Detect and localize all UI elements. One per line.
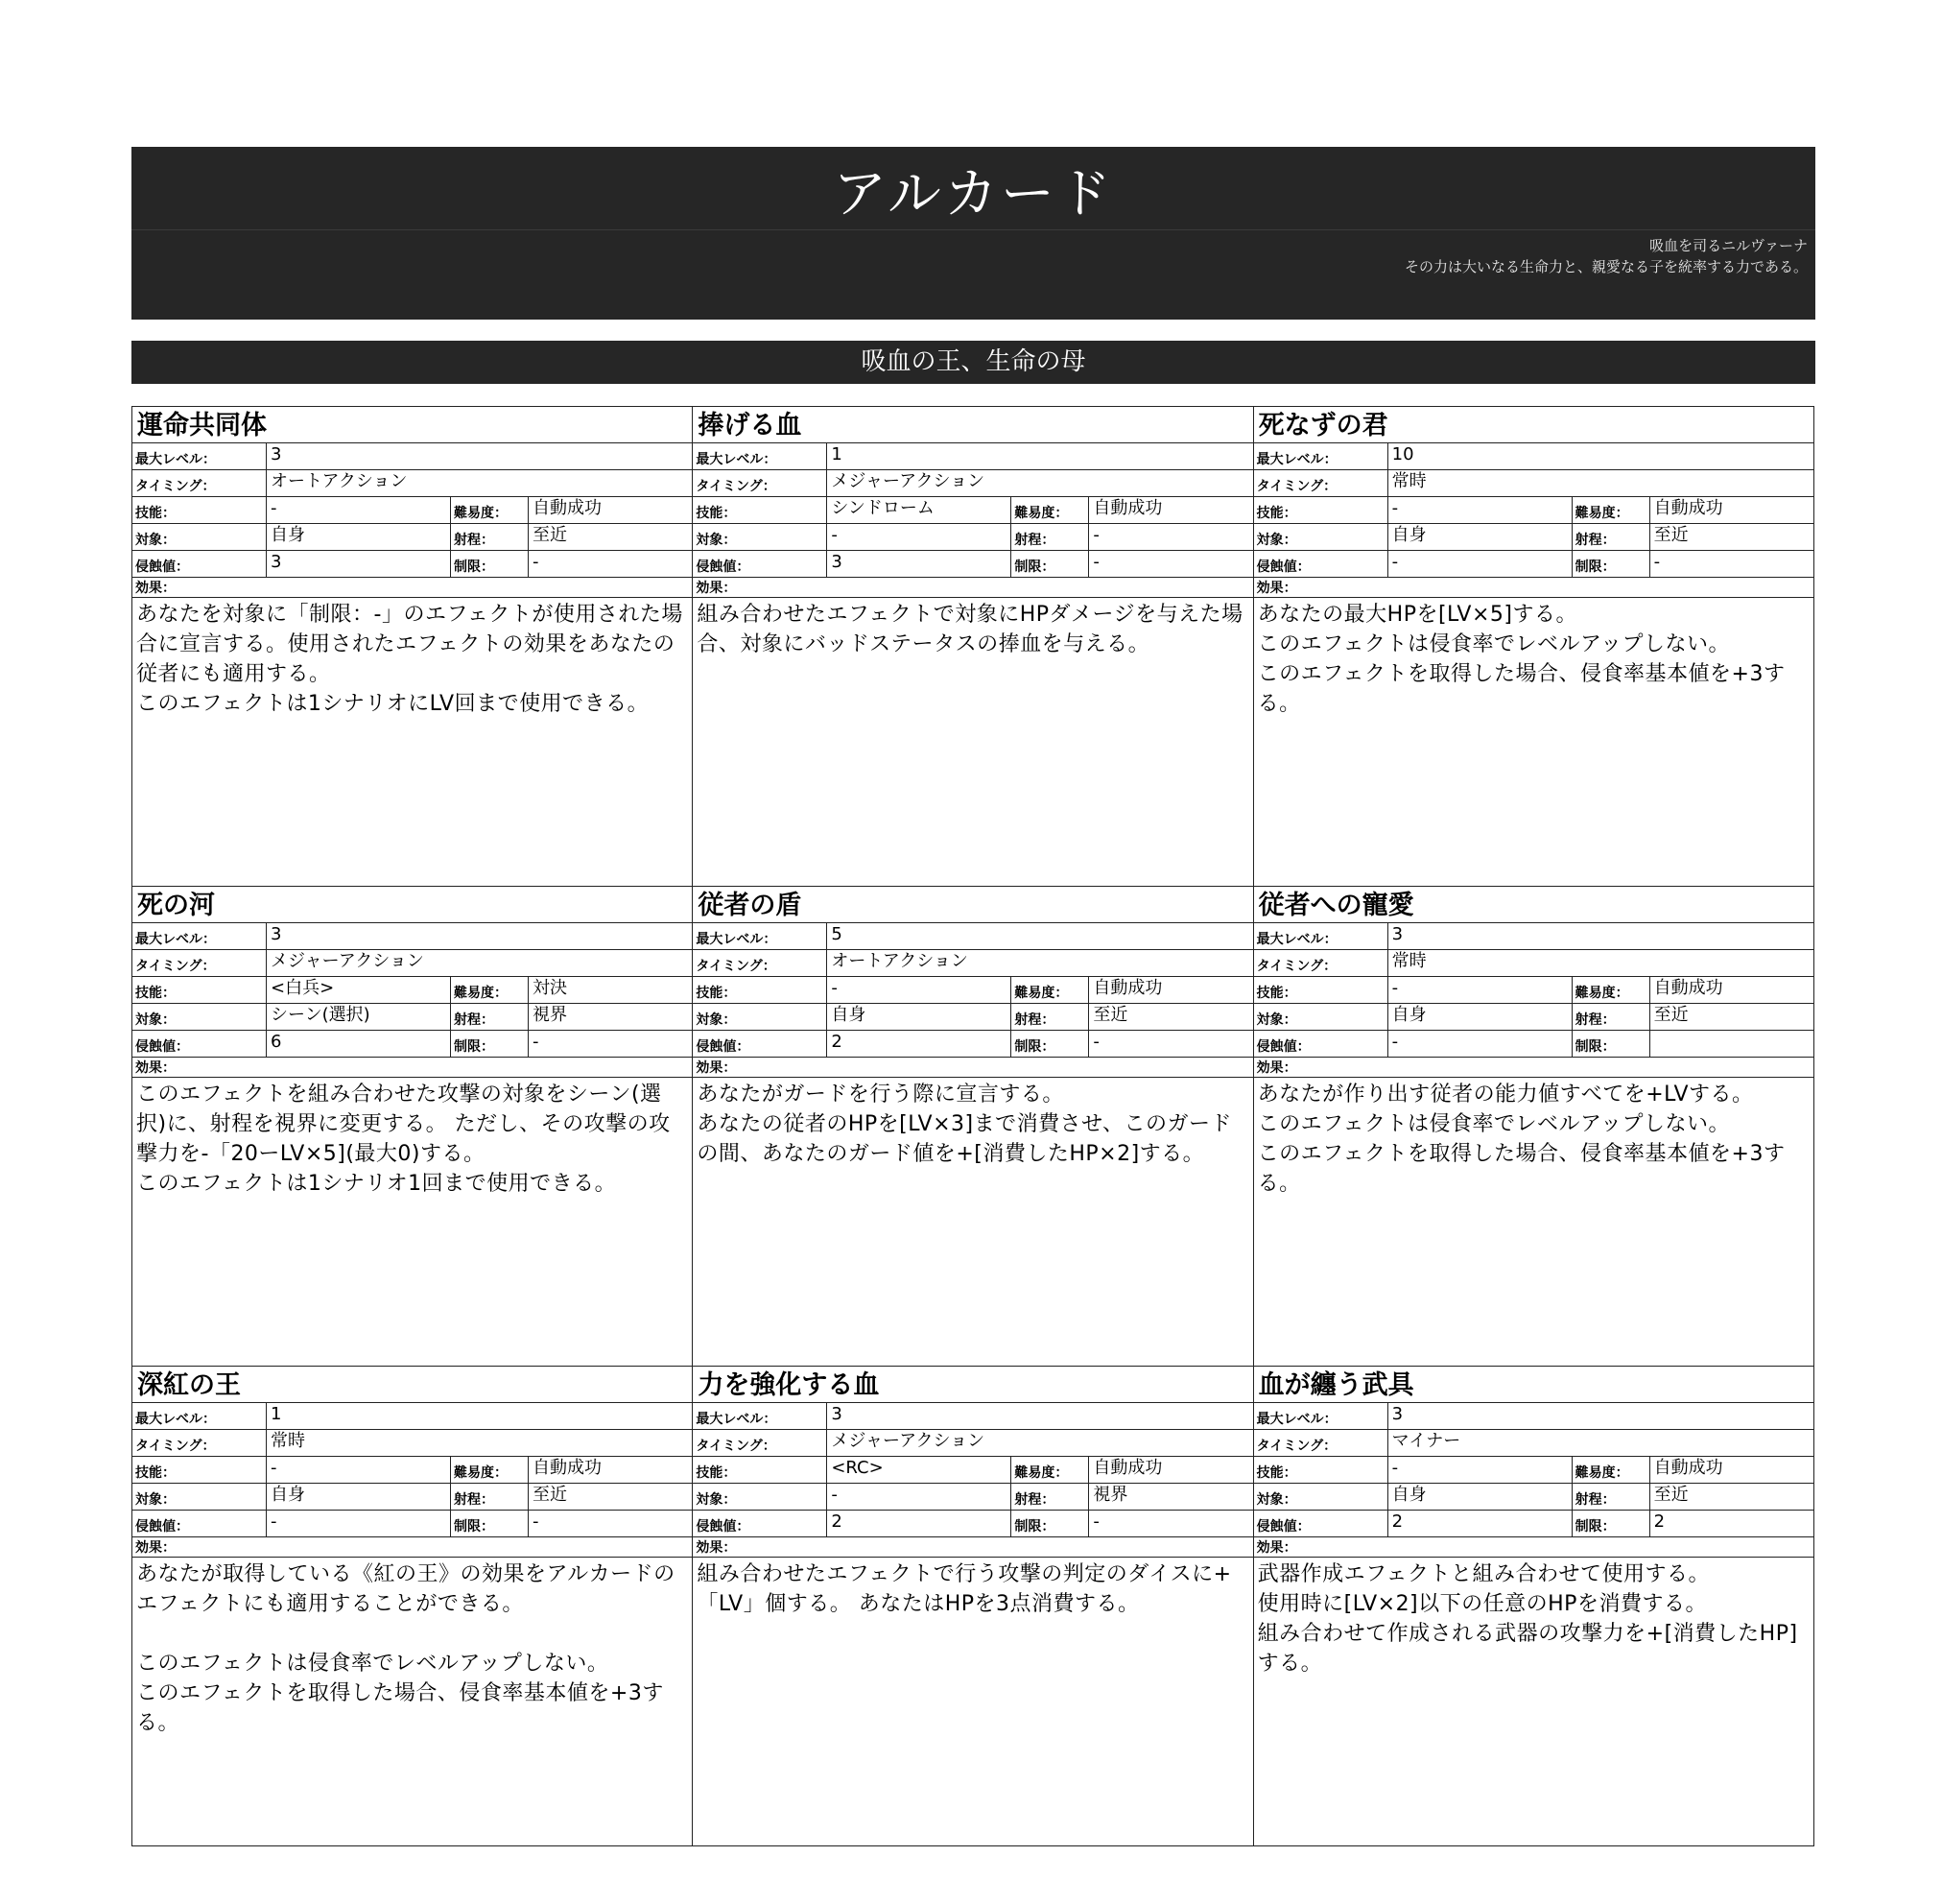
max-level-value: 3 [271, 444, 282, 464]
range-value: 至近 [533, 525, 567, 545]
effect-label: 効果： [693, 1058, 1252, 1078]
difficulty-label: 難易度： [1011, 497, 1089, 523]
max-level-row [1254, 1403, 1813, 1430]
effect-label: 効果： [1254, 1537, 1813, 1558]
limit-label: 制限： [1573, 551, 1650, 577]
max-level-value: 5 [831, 924, 842, 944]
max-level-label: 最大レベル： [132, 923, 267, 949]
range-value: 至近 [533, 1485, 567, 1505]
timing-label: タイミング： [132, 950, 267, 976]
limit-label: 制限： [451, 1511, 529, 1536]
skill-value: シンドローム [827, 497, 1011, 523]
effect-grid [131, 406, 1814, 1846]
effect-name: 死の河 [132, 887, 692, 923]
character-title: アルカード [833, 163, 1114, 226]
skill-row [1254, 1457, 1813, 1484]
effect-label: 効果： [132, 1537, 692, 1558]
effect-label: 効果： [693, 578, 1252, 598]
skill-row [132, 977, 692, 1004]
erosion-label: 侵蝕値： [132, 1031, 267, 1057]
difficulty-value: 自動成功 [1093, 1458, 1163, 1478]
erosion-label: 侵蝕値： [132, 551, 267, 577]
limit-label: 制限： [1011, 1511, 1089, 1536]
timing-label: タイミング： [132, 470, 267, 496]
limit-label: 制限： [1573, 1511, 1650, 1536]
difficulty-value: 対決 [533, 978, 567, 998]
difficulty-label: 難易度： [1573, 497, 1650, 523]
max-level-row [693, 923, 1252, 950]
timing-value: 常時 [271, 1431, 305, 1451]
skill-value: <白兵> [267, 977, 451, 1003]
effect-card [132, 1367, 693, 1846]
limit-value: - [1653, 552, 1661, 572]
target-row [693, 1484, 1252, 1511]
erosion-value: 6 [267, 1031, 451, 1057]
skill-row [693, 977, 1252, 1004]
effect-label: 効果： [1254, 578, 1813, 598]
difficulty-value: 自動成功 [1653, 978, 1723, 998]
skill-label: 技能： [1254, 1457, 1388, 1483]
range-label: 射程： [1011, 1004, 1089, 1030]
max-level-row [1254, 443, 1813, 470]
target-label: 対象： [1254, 1484, 1388, 1510]
difficulty-label: 難易度： [451, 977, 529, 1003]
effect-name: 力を強化する血 [693, 1367, 1252, 1403]
difficulty-value: 自動成功 [1093, 978, 1163, 998]
max-level-label: 最大レベル： [693, 923, 827, 949]
effect-text: あなたが作り出す従者の能力値すべてを+LVする。 このエフェクトは侵食率でレベルアップしない。 このエフェクトを取得した場合、侵食率基本値を+3する。 [1257, 1083, 1786, 1196]
erosion-label: 侵蝕値： [693, 551, 827, 577]
max-level-label: 最大レベル： [1254, 443, 1388, 469]
target-value: 自身 [267, 1484, 451, 1510]
erosion-value: 2 [827, 1031, 1011, 1057]
timing-row [693, 470, 1252, 497]
range-value: 視界 [533, 1005, 567, 1025]
skill-value: - [1388, 497, 1573, 523]
effect-name: 運命共同体 [132, 407, 692, 443]
max-level-label: 最大レベル： [132, 1403, 267, 1429]
timing-row [132, 470, 692, 497]
target-value: 自身 [1388, 1004, 1573, 1030]
erosion-label: 侵蝕値： [1254, 1031, 1388, 1057]
effect-text: 組み合わせたエフェクトで行う攻撃の判定のダイスに+「LV」個する。 あなたはHPを3点消費する。 [697, 1562, 1232, 1616]
max-level-label: 最大レベル： [693, 443, 827, 469]
erosion-label: 侵蝕値： [1254, 1511, 1388, 1536]
target-label: 対象： [693, 1004, 827, 1030]
max-level-label: 最大レベル： [1254, 923, 1388, 949]
target-label: 対象： [132, 1484, 267, 1510]
range-value: 至近 [1093, 1005, 1128, 1025]
max-level-row [132, 443, 692, 470]
effect-card [693, 1367, 1253, 1846]
character-description [1405, 235, 1808, 277]
limit-value: - [1093, 1511, 1100, 1532]
range-value: 至近 [1653, 525, 1689, 545]
timing-value: メジャーアクション [831, 1431, 985, 1451]
skill-row [132, 1457, 692, 1484]
erosion-label: 侵蝕値： [693, 1511, 827, 1536]
timing-value: メジャーアクション [831, 471, 985, 491]
difficulty-label: 難易度： [451, 497, 529, 523]
target-value: - [827, 1484, 1011, 1510]
timing-value: マイナー [1391, 1431, 1461, 1451]
target-row [693, 1004, 1252, 1031]
range-label: 射程： [1011, 1484, 1089, 1510]
effect-text: 武器作成エフェクトと組み合わせて使用する。 使用時に[LV×2]以下の任意のHPを消費する。 組み合わせて作成される武器の攻撃力を+[消費したHP]する。 [1257, 1562, 1798, 1676]
timing-label: タイミング： [132, 1430, 267, 1456]
timing-row [132, 1430, 692, 1457]
effect-text: あなたが取得している《紅の王》の効果をアルカードのエフェクトにも適用することができる。 このエフェクトは侵食率でレベルアップしない。 このエフェクトを取得した場合、侵食率基本値を+3する。 [136, 1562, 675, 1735]
erosion-row [132, 1511, 692, 1537]
effect-text: あなたを対象に「制限：-」のエフェクトが使用された場合に宣言する。使用されたエフェクトの効果をあなたの従者にも適用する。 このエフェクトは1シナリオにLV回まで使用できる。 [136, 603, 683, 716]
skill-value: - [827, 977, 1011, 1003]
erosion-row [693, 551, 1252, 578]
max-level-value: 1 [831, 444, 842, 464]
target-value: シーン(選択) [267, 1004, 451, 1030]
range-label: 射程： [1573, 524, 1650, 550]
skill-label: 技能： [1254, 977, 1388, 1003]
range-label: 射程： [451, 1004, 529, 1030]
max-level-value: 3 [831, 1404, 842, 1424]
max-level-value: 3 [1391, 1404, 1404, 1424]
effect-row [132, 407, 1814, 887]
limit-label: 制限： [451, 1031, 529, 1057]
skill-value: <RC> [827, 1457, 1011, 1483]
timing-value: 常時 [1391, 471, 1427, 491]
max-level-value: 1 [271, 1404, 282, 1424]
effect-card [132, 887, 693, 1367]
effect-name: 従者への寵愛 [1254, 887, 1813, 923]
erosion-row [693, 1511, 1252, 1537]
erosion-value: - [1388, 551, 1573, 577]
skill-value: - [267, 1457, 451, 1483]
range-label: 射程： [1573, 1004, 1650, 1030]
difficulty-value: 自動成功 [1653, 1458, 1723, 1478]
erosion-value: 3 [267, 551, 451, 577]
effect-text: あなたがガードを行う際に宣言する。 あなたの従者のHPを[LV×3]まで消費させ、このガードの間、あなたのガード値を+[消費したHP×2]する。 [697, 1083, 1232, 1166]
target-value: 自身 [1388, 1484, 1573, 1510]
target-value: - [827, 524, 1011, 550]
max-level-label: 最大レベル： [132, 443, 267, 469]
max-level-row [693, 1403, 1252, 1430]
erosion-label: 侵蝕値： [1254, 551, 1388, 577]
difficulty-label: 難易度： [1011, 1457, 1089, 1483]
header-divider [131, 229, 1815, 230]
timing-label: タイミング： [693, 470, 827, 496]
erosion-row [1254, 551, 1813, 578]
skill-row [1254, 977, 1813, 1004]
limit-label: 制限： [1011, 551, 1089, 577]
skill-label: 技能： [693, 497, 827, 523]
skill-row [693, 1457, 1252, 1484]
target-row [132, 1004, 692, 1031]
range-value: - [1093, 525, 1100, 545]
target-row [132, 524, 692, 551]
max-level-value: 3 [1391, 924, 1404, 944]
difficulty-value: 自動成功 [1653, 498, 1723, 518]
erosion-value: 2 [1388, 1511, 1573, 1536]
erosion-row [132, 551, 692, 578]
timing-row [1254, 470, 1813, 497]
range-label: 射程： [1011, 524, 1089, 550]
effect-card [1254, 407, 1814, 887]
erosion-value: 2 [827, 1511, 1011, 1536]
max-level-row [1254, 923, 1813, 950]
target-label: 対象： [132, 1004, 267, 1030]
max-level-value: 3 [271, 924, 282, 944]
limit-value: 2 [1653, 1511, 1666, 1532]
target-row [1254, 1004, 1813, 1031]
section-title: 吸血の王、生命の母 [131, 341, 1815, 384]
max-level-label: 最大レベル： [693, 1403, 827, 1429]
target-label: 対象： [693, 524, 827, 550]
timing-row [693, 950, 1252, 977]
effect-card [132, 407, 693, 887]
limit-value: - [1093, 552, 1100, 572]
effect-name: 深紅の王 [132, 1367, 692, 1403]
target-row [1254, 1484, 1813, 1511]
target-value: 自身 [1388, 524, 1573, 550]
limit-value [1650, 1031, 1813, 1057]
timing-row [1254, 950, 1813, 977]
target-label: 対象： [132, 524, 267, 550]
skill-label: 技能： [132, 1457, 267, 1483]
timing-value: 常時 [1391, 951, 1427, 971]
skill-row [693, 497, 1252, 524]
target-value: 自身 [827, 1004, 1011, 1030]
effect-text: 組み合わせたエフェクトで対象にHPダメージを与えた場合、対象にバッドステータスの捧血を与える。 [697, 603, 1243, 656]
description-line-2: その力は大いなる生命力と、親愛なる子を統率する力である。 [1404, 258, 1808, 275]
timing-label: タイミング： [1254, 950, 1388, 976]
target-label: 対象： [693, 1484, 827, 1510]
max-level-row [693, 443, 1252, 470]
effect-label: 効果： [132, 1058, 692, 1078]
limit-label: 制限： [1011, 1031, 1089, 1057]
effect-name: 死なずの君 [1254, 407, 1813, 443]
skill-row [1254, 497, 1813, 524]
range-label: 射程： [451, 1484, 529, 1510]
max-level-row [132, 1403, 692, 1430]
timing-row [132, 950, 692, 977]
max-level-value: 10 [1391, 444, 1414, 464]
max-level-row [132, 923, 692, 950]
effect-text: このエフェクトを組み合わせた攻撃の対象をシーン(選択)に、射程を視界に変更する。 ただし、その攻撃の攻撃力を-「20ーLV×5](最大0)する。 このエフェクトは1シナリオ1回まで使用できる。 [136, 1083, 671, 1196]
erosion-row [1254, 1031, 1813, 1058]
skill-value: - [1388, 977, 1573, 1003]
erosion-row [693, 1031, 1252, 1058]
timing-row [1254, 1430, 1813, 1457]
difficulty-value: 自動成功 [1093, 498, 1163, 518]
skill-value: - [267, 497, 451, 523]
max-level-label: 最大レベル： [1254, 1403, 1388, 1429]
effect-label: 効果： [693, 1537, 1252, 1558]
effect-name: 捧げる血 [693, 407, 1252, 443]
erosion-label: 侵蝕値： [693, 1031, 827, 1057]
difficulty-label: 難易度： [1011, 977, 1089, 1003]
erosion-row [1254, 1511, 1813, 1537]
difficulty-label: 難易度： [1573, 977, 1650, 1003]
effect-text: あなたの最大HPを[LV×5]する。 このエフェクトは侵食率でレベルアップしない。 このエフェクトを取得した場合、侵食率基本値を+3する。 [1257, 603, 1786, 716]
limit-value: - [533, 1032, 539, 1052]
limit-label: 制限： [451, 551, 529, 577]
character-header [131, 147, 1815, 320]
target-label: 対象： [1254, 524, 1388, 550]
effect-card [1254, 1367, 1814, 1846]
range-value: 視界 [1093, 1485, 1128, 1505]
erosion-row [132, 1031, 692, 1058]
target-row [132, 1484, 692, 1511]
limit-value: - [533, 552, 539, 572]
target-row [1254, 524, 1813, 551]
timing-label: タイミング： [693, 950, 827, 976]
erosion-value: 3 [827, 551, 1011, 577]
erosion-value: - [1388, 1031, 1573, 1057]
skill-label: 技能： [132, 977, 267, 1003]
skill-label: 技能： [1254, 497, 1388, 523]
target-value: 自身 [267, 524, 451, 550]
effect-row [132, 1367, 1814, 1846]
effect-name: 従者の盾 [693, 887, 1252, 923]
skill-label: 技能： [132, 497, 267, 523]
limit-value: - [1093, 1032, 1100, 1052]
skill-label: 技能： [693, 977, 827, 1003]
target-label: 対象： [1254, 1004, 1388, 1030]
timing-row [693, 1430, 1252, 1457]
timing-value: オートアクション [271, 471, 408, 491]
difficulty-label: 難易度： [451, 1457, 529, 1483]
target-row [693, 524, 1252, 551]
limit-label: 制限： [1573, 1031, 1650, 1057]
difficulty-value: 自動成功 [533, 1458, 602, 1478]
range-label: 射程： [451, 524, 529, 550]
range-value: 至近 [1653, 1485, 1689, 1505]
erosion-label: 侵蝕値： [132, 1511, 267, 1536]
timing-value: メジャーアクション [271, 951, 424, 971]
timing-label: タイミング： [1254, 470, 1388, 496]
range-label: 射程： [1573, 1484, 1650, 1510]
timing-value: オートアクション [831, 951, 968, 971]
erosion-value: - [267, 1511, 451, 1536]
effect-row [132, 887, 1814, 1367]
effect-card [693, 407, 1253, 887]
limit-value: - [533, 1511, 539, 1532]
timing-label: タイミング： [693, 1430, 827, 1456]
skill-label: 技能： [693, 1457, 827, 1483]
skill-row [132, 497, 692, 524]
effect-card [1254, 887, 1814, 1367]
effect-card [693, 887, 1253, 1367]
skill-value: - [1388, 1457, 1573, 1483]
description-line-1: 吸血を司るニルヴァーナ [1649, 237, 1808, 254]
range-value: 至近 [1653, 1005, 1689, 1025]
effect-label: 効果： [1254, 1058, 1813, 1078]
difficulty-label: 難易度： [1573, 1457, 1650, 1483]
effect-label: 効果： [132, 578, 692, 598]
effect-name: 血が纏う武具 [1254, 1367, 1813, 1403]
timing-label: タイミング： [1254, 1430, 1388, 1456]
difficulty-value: 自動成功 [533, 498, 602, 518]
